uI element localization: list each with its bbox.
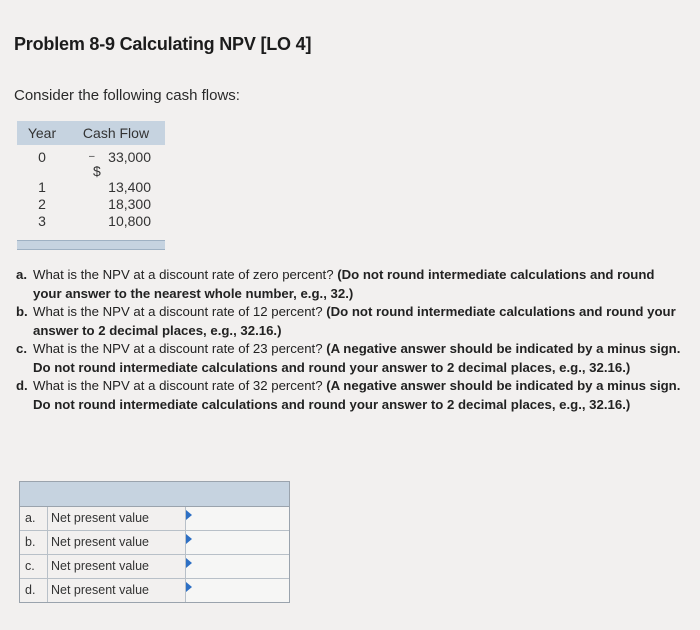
question-a bbox=[16, 266, 681, 303]
year-header: Year bbox=[27, 125, 57, 141]
question-text bbox=[33, 303, 681, 340]
intro-text: Consider the following cash flows: bbox=[14, 87, 240, 104]
question-text bbox=[33, 340, 681, 377]
answer-label: c. bbox=[20, 555, 48, 578]
answer-input-cell[interactable] bbox=[186, 507, 289, 530]
answer-text: Net present value bbox=[48, 579, 186, 602]
npv-input-d[interactable] bbox=[186, 579, 289, 602]
table-row bbox=[17, 179, 165, 196]
question-label: c. bbox=[16, 341, 27, 356]
question-text bbox=[33, 377, 681, 414]
question-list bbox=[16, 266, 681, 414]
answer-input-cell[interactable] bbox=[186, 555, 289, 578]
cash-flow-value: 13,400 bbox=[108, 179, 151, 195]
question-b bbox=[16, 303, 681, 340]
question-instructions: (A negative answer should be indicated by a minus sign. Do not round intermediate calculations and round your answer to 2 decimal places, e.g., 32.16.) bbox=[33, 341, 681, 375]
cash-flow-value: 33,000 bbox=[108, 149, 151, 165]
cash-flow-table-header bbox=[17, 121, 165, 145]
cash-flow-cell bbox=[67, 149, 165, 179]
question-prompt: What is the NPV at a discount rate of 12 percent? bbox=[33, 304, 327, 319]
question-text bbox=[33, 266, 681, 303]
year-cell: 1 bbox=[38, 179, 46, 195]
cash-flow-header: Cash Flow bbox=[82, 125, 150, 141]
currency-symbol: $ bbox=[93, 163, 101, 179]
problem-title: Problem 8-9 Calculating NPV [LO 4] bbox=[14, 34, 312, 54]
question-label: b. bbox=[16, 304, 28, 319]
cash-flow-value: 10,800 bbox=[108, 213, 151, 229]
question-label: d. bbox=[16, 378, 28, 393]
table-footer-bar bbox=[17, 240, 165, 250]
cash-flow-value: 18,300 bbox=[108, 196, 151, 212]
table-row bbox=[17, 213, 165, 230]
question-label: a. bbox=[16, 267, 27, 282]
question-prompt: What is the NPV at a discount rate of 32 percent? bbox=[33, 378, 327, 393]
question-instructions: (Do not round intermediate calculations and round your answer to the nearest whole number, e.g., 32.) bbox=[33, 267, 655, 301]
answer-text: Net present value bbox=[48, 555, 186, 578]
table-row bbox=[17, 196, 165, 213]
negative-mark: – bbox=[89, 151, 95, 162]
answer-text: Net present value bbox=[48, 507, 186, 530]
answer-text: Net present value bbox=[48, 531, 186, 554]
answer-row-b bbox=[20, 531, 289, 555]
answer-row-c bbox=[20, 555, 289, 579]
question-prompt: What is the NPV at a discount rate of 23 percent? bbox=[33, 341, 327, 356]
npv-input-a[interactable] bbox=[186, 507, 289, 530]
npv-input-c[interactable] bbox=[186, 555, 289, 578]
answer-row-d bbox=[20, 579, 289, 602]
npv-input-b[interactable] bbox=[186, 531, 289, 554]
answer-table bbox=[19, 481, 290, 603]
question-d bbox=[16, 377, 681, 414]
input-marker-icon bbox=[186, 558, 192, 568]
answer-table-header bbox=[20, 482, 289, 507]
input-marker-icon bbox=[186, 582, 192, 592]
question-instructions: (Do not round intermediate calculations and round your answer to 2 decimal places, e.g., 32.16.) bbox=[33, 304, 676, 338]
question-instructions: (A negative answer should be indicated by a minus sign. Do not round intermediate calculations and round your answer to 2 decimal places, e.g., 32.16.) bbox=[33, 378, 681, 412]
question-prompt: What is the NPV at a discount rate of zero percent? bbox=[33, 267, 338, 282]
question-c bbox=[16, 340, 681, 377]
answer-label: b. bbox=[20, 531, 48, 554]
answer-label: d. bbox=[20, 579, 48, 602]
year-cell: 0 bbox=[38, 149, 46, 165]
answer-label: a. bbox=[20, 507, 48, 530]
answer-input-cell[interactable] bbox=[186, 579, 289, 602]
table-row bbox=[17, 149, 165, 179]
answer-row-a bbox=[20, 507, 289, 531]
answer-input-cell[interactable] bbox=[186, 531, 289, 554]
input-marker-icon bbox=[186, 510, 192, 520]
year-cell: 2 bbox=[38, 196, 46, 212]
cash-flow-table bbox=[17, 121, 165, 250]
input-marker-icon bbox=[186, 534, 192, 544]
year-cell: 3 bbox=[38, 213, 46, 229]
